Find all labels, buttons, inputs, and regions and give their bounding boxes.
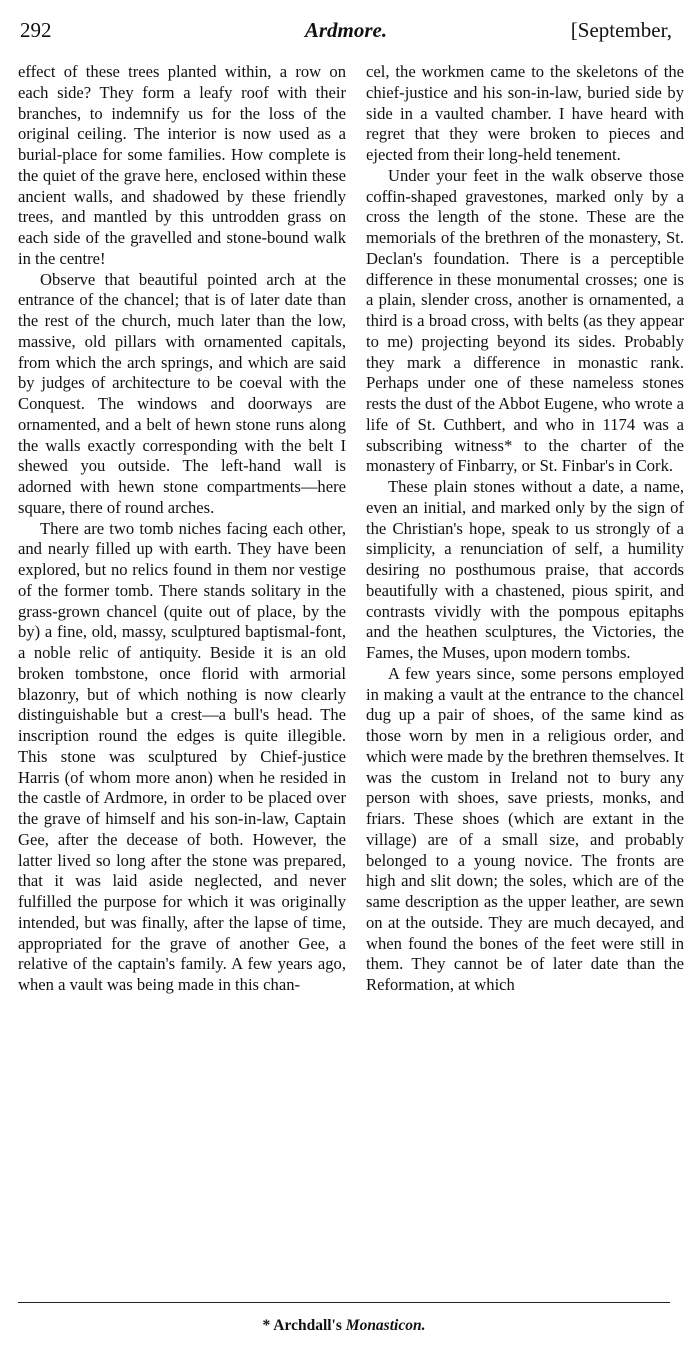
page-number: 292 [20,18,52,42]
footnote-marker: * Archdall's [262,1317,342,1334]
footnote-rule [18,1302,670,1303]
paragraph: Observe that beautiful pointed arch at the entrance of the chancel; that is of later date than the rest of the church, much later than the low, massive, old pillars with ornamented capitals, from which the arch springs, and which are said by judges of architecture to be coeval with the Conquest. The windows and doorways are ornamented, and a belt of hewn stone runs along the walls exactly corresponding with the belt I shewed you outside. The left-hand wall is adorned with hewn stone compartments—here square, there of round arches. [18,269,346,517]
running-month: [September, [570,18,672,42]
paragraph: These plain stones without a date, a name, even an initial, and marked only by the sign of the Christian's hope, speak to us strongly of a simplicity, a renunciation of self, a humility desiring no posthumous praise, that accords beautifully with a chastened, pious spirit, and contrasts vividly with the pompous epitaphs and the heathen sculptures, the Victories, the Fames, the Muses, upon modern tombs. [366,477,684,662]
right-column [366,62,684,996]
running-title: Ardmore. [304,18,388,42]
footnote-work: Monasticon. [345,1317,426,1334]
paragraph: A few years since, some persons employed in making a vault at the entrance to the chancel dug up a pair of shoes, of the same kind as those worn by men in a religious order, and which were made by the brethren themselves. It was the custom in Ireland not to bury any person with shoes, save priests, monks, and friars. These shoes (which are extant in the village) are of a small size, and probably belonged to a young novice. The fronts are high and slit down; the soles, which are of the same description as the upper leather, are sewn on at the outside. They are much decayed, and when found the bones of the feet were still in them. They cannot be of later date than the Reformation, at which [366,663,684,994]
running-header [20,16,672,46]
paragraph: cel, the workmen came to the skeletons of the chief-justice and his son-in-law, buried side by side in a vaulted chamber. I have heard with regret that they were broken to pieces and ejected from their long-held tenement. [366,62,684,164]
paragraph: There are two tomb niches facing each other, and nearly filled up with earth. They have been explored, but no relics found in them nor vestige of the former tomb. There stands solitary in the grass-grown chancel (quite out of place, by the by) a fine, old, massy, sculptured baptismal-font, a noble relic of antiquity. Beside it is an old broken tombstone, once florid with armorial blazonry, but of which nothing is now clearly distinguishable but a crest—a bull's head. The inscription round the edges is quite illegible. This stone was sculptured by Chief-justice Harris (of whom more anon) when he resided in the castle of Ardmore, in order to be placed over the grave of himself and his son-in-law, Captain Gee, after the decease of both. However, the latter lived so long after the stone was prepared, that it was laid aside neglected, and never fulfilled the purpose for which it was originally intended, but was finally, after the lapse of time, appropriated for the grave of another Gee, a relative of the captain's family. A few years ago, when a vault was being made in this chan- [18,518,346,994]
footnote [0,1316,688,1336]
left-column [18,62,346,996]
paragraph: effect of these trees planted within, a row on each side? They form a leafy roof with their branches, to indemnify us for the loss of the original ceiling. The interior is now used as a burial-place for some families. How complete is the quiet of the grave here, enclosed within these ancient walls, and shadowed by these friendly trees, and mantled by this untrodden grass on each side of the gravelled and stone-bound walk in the centre! [18,62,346,268]
paragraph: Under your feet in the walk observe those coffin-shaped gravestones, marked only by a cross the length of the stone. These are the memorials of the brethren of the monastery, St. Declan's foundation. There is a perceptible difference in these monumental crosses; one is a plain, slender cross, another is ornamented, a third is a broad cross, with belts (as they appear to me) projecting beyond its sides. Probably they mark a difference in monastic rank. Perhaps under one of these nameless stones rests the dust of the Abbot Eugene, who wrote a life of St. Cuthbert, and who in 1174 was a subscribing witness* to the charter of the monastery of Finbarry, or St. Finbar's in Cork. [366,165,684,476]
